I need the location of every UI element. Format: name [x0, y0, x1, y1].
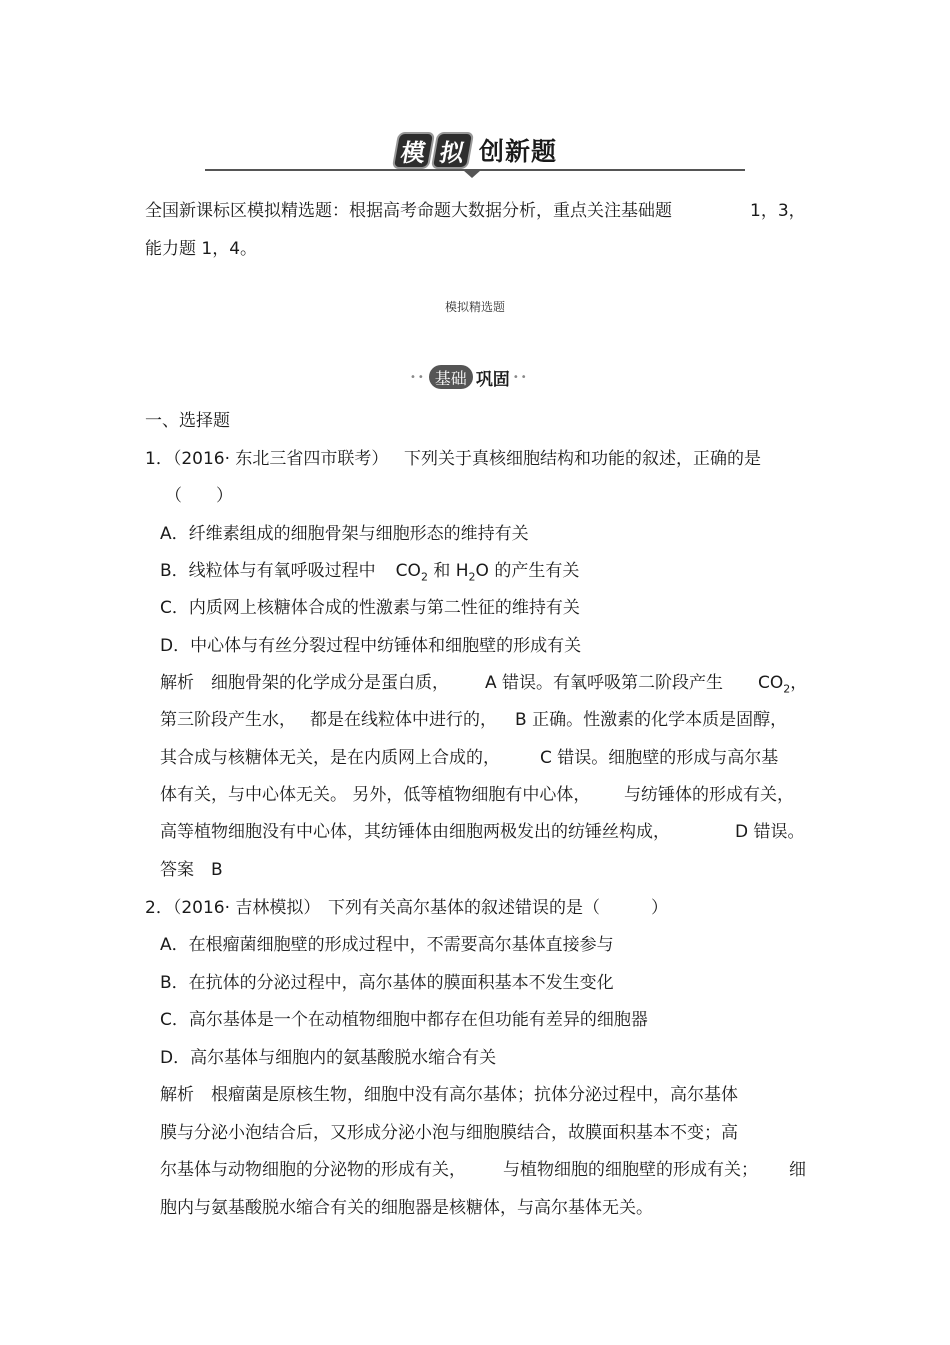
- q1-explanation-2a: 第三阶段产生水，: [160, 710, 296, 730]
- q1-co: CO: [395, 561, 421, 581]
- q2-explanation-3c: 细: [789, 1160, 806, 1180]
- header-banner: [205, 130, 745, 180]
- q2-stem-source: 2．（2016· 吉林模拟）: [145, 898, 321, 918]
- q1-explanation-5a: 高等植物细胞没有中心体，其纺锤体由细胞两极发出的纺锤丝构成，: [160, 822, 670, 842]
- q1-explanation-1a: 解析 细胞骨架的化学成分是蛋白质，: [160, 673, 449, 693]
- q1-paren: （ ）: [165, 486, 233, 506]
- intro-numbers: 1，3，: [750, 201, 806, 221]
- q1-exp-co: CO: [758, 673, 784, 693]
- q1-explanation-3a: 其合成与核糖体无关，是在内质网上合成的，: [160, 748, 500, 768]
- q1-exp-comma: ，: [790, 673, 808, 693]
- q1-h: H: [455, 561, 469, 581]
- q1-and: 和: [427, 561, 456, 581]
- section-label: 巩固: [475, 369, 510, 390]
- q2-stem: 下列有关高尔基体的叙述错误的是（ ）: [328, 898, 668, 918]
- q1-option-a: A．纤维素组成的细胞骨架与细胞形态的维持有关: [160, 524, 529, 544]
- q2-explanation-3b: 与植物细胞的细胞壁的形成有关；: [503, 1160, 758, 1180]
- intro-text: 全国新课标区模拟精选题：根据高考命题大数据分析，重点关注基础题: [145, 201, 672, 221]
- banner-notch: [463, 170, 481, 178]
- intro-line-1: [145, 198, 672, 224]
- q1-stem-source: 1．（2016· 东北三省四市联考）: [145, 449, 389, 469]
- q2-option-d: D．高尔基体与细胞内的氨基酸脱水缩合有关: [160, 1048, 497, 1068]
- section-badge-label: 基础: [429, 365, 473, 389]
- q1-stem: 下列关于真核细胞结构和功能的叙述，正确的是: [404, 449, 761, 469]
- section-badge: [410, 364, 529, 390]
- q1-co-sub: 2: [420, 570, 428, 584]
- banner-badges: [395, 132, 557, 168]
- section-dots-left: ••: [410, 371, 426, 383]
- q1-answer: 答案 B: [160, 860, 223, 880]
- q1-explanation-1b: A 错误。有氧呼吸第二阶段产生: [485, 673, 724, 693]
- banner-badge-char-2: 拟: [431, 132, 475, 169]
- banner-title: 创新题: [479, 137, 558, 166]
- q2-explanation-3a: 尔基体与动物细胞的分泌物的形成有关，: [160, 1160, 466, 1180]
- q1-explanation-4b: 与纺锤体的形成有关，: [624, 785, 794, 805]
- q2-option-c: C．高尔基体是一个在动植物细胞中都存在但功能有差异的细胞器: [160, 1010, 648, 1030]
- q1-option-c: C．内质网上核糖体合成的性激素与第二性征的维持有关: [160, 598, 580, 618]
- q1-explanation-3b: C 错误。细胞壁的形成与高尔基: [540, 748, 779, 768]
- q1-option-d: D．中心体与有丝分裂过程中纺锤体和细胞壁的形成有关: [160, 636, 582, 656]
- q1-option-b-text: B．线粒体与有氧呼吸过程中: [160, 561, 376, 581]
- subheading: 模拟精选题: [444, 300, 505, 314]
- section-dots-right: ••: [512, 371, 529, 383]
- q1-explanation-5b: D 错误。: [735, 822, 805, 842]
- q2-option-a: A．在根瘤菌细胞壁的形成过程中，不需要高尔基体直接参与: [160, 935, 614, 955]
- q1-explanation-1c: [758, 670, 807, 702]
- q1-explanation-2b: 都是在线粒体中进行的，: [310, 710, 497, 730]
- q2-explanation-2: 膜与分泌小泡结合后，又形成分泌小泡与细胞膜结合，故膜面积基本不变；高: [160, 1123, 738, 1143]
- q1-exp-co-sub: 2: [783, 682, 791, 696]
- q2-option-b: B．在抗体的分泌过程中，高尔基体的膜面积基本不发生变化: [160, 973, 614, 993]
- part-title: 一、选择题: [145, 411, 230, 431]
- q2-explanation-4: 胞内与氨基酸脱水缩合有关的细胞器是核糖体，与高尔基体无关。: [160, 1198, 653, 1218]
- q1-option-b-end: O 的产生有关: [475, 561, 580, 581]
- q2-explanation-1: 解析 根瘤菌是原核生物，细胞中没有高尔基体；抗体分泌过程中，高尔基体: [160, 1085, 738, 1105]
- intro-line-2: 能力题 1，4。: [145, 239, 258, 259]
- q1-explanation-4a: 体有关，与中心体无关。 另外，低等植物细胞有中心体，: [160, 785, 591, 805]
- banner-badge-char-1: 模: [392, 132, 436, 169]
- q1-h-sub: 2: [468, 570, 476, 584]
- q1-option-b: [160, 558, 579, 590]
- q1-explanation-2c: B 正确。性激素的化学本质是固醇，: [515, 710, 788, 730]
